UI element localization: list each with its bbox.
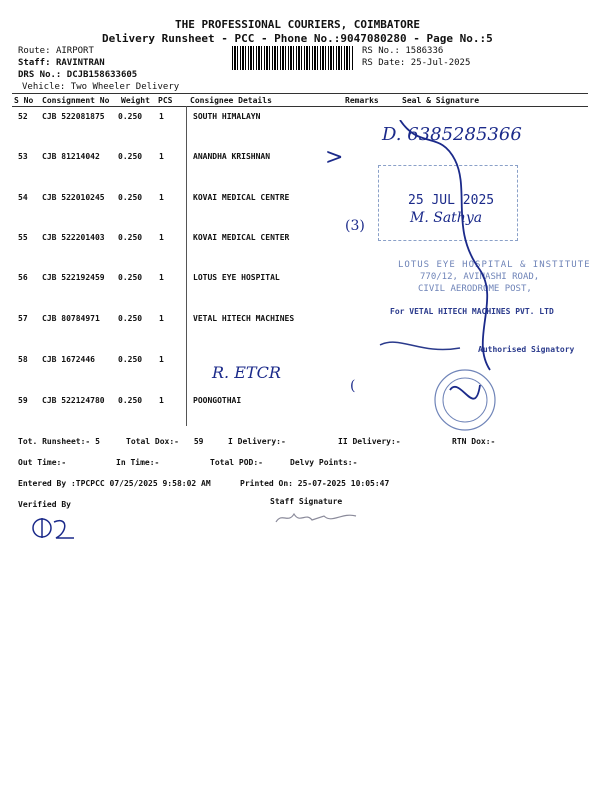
row-consignee: VETAL HITECH MACHINES [193, 314, 295, 323]
row58-handwritten-name: R. ETCR [212, 363, 281, 382]
header-bottom-rule [12, 106, 588, 107]
delvy-points: Delvy Points:- [290, 458, 358, 467]
consignee-column-divider [186, 106, 187, 426]
row-sno: 57 [18, 314, 28, 323]
staff-signature-stroke [276, 514, 356, 522]
vehicle-label: Vehicle: [22, 82, 66, 92]
lotus-stamp-line3: CIVIL AERODROME POST, [418, 284, 532, 294]
row-weight: 0.250 [118, 152, 143, 161]
printed-on: Printed On: 25-07-2025 10:05:47 [240, 479, 390, 488]
row-weight: 0.250 [118, 273, 143, 282]
row-pcs: 1 [159, 355, 164, 364]
remark-bracket: > [325, 145, 344, 170]
round-stamp [435, 370, 495, 430]
row-consignee: KOVAI MEDICAL CENTER [193, 233, 290, 242]
row-weight: 0.250 [118, 112, 143, 121]
col-header-consignment: Consignment No [42, 96, 110, 105]
total-dox [126, 437, 203, 446]
row-pcs: 1 [159, 193, 164, 202]
row-consignment-no: CJB 522081875 [42, 112, 105, 121]
remark-bracket-3: (3) [345, 218, 365, 234]
total-pod: Total POD:- [210, 458, 263, 467]
row-sno: 58 [18, 355, 28, 364]
col-header-weight: Weight [121, 96, 150, 105]
col-header-sno: S No [14, 96, 34, 105]
tot-runsheet-label: Tot. Runsheet:- [18, 437, 91, 446]
row-pcs: 1 [159, 112, 164, 121]
ii-delivery: II Delivery:- [338, 437, 401, 446]
row-consignment-no: CJB 522124780 [42, 396, 105, 405]
verified-signature [28, 512, 88, 544]
row-consignee: ANANDHA KRISHNAN [193, 152, 271, 161]
stamp-date: 25 JUL 2025 [408, 193, 495, 208]
row-weight: 0.250 [118, 396, 143, 405]
lotus-stamp-line2: 770/12, AVINASHI ROAD, [420, 272, 540, 282]
row-consignee: KOVAI MEDICAL CENTRE [193, 193, 290, 202]
vehicle-value: Two Wheeler Delivery [70, 82, 180, 92]
row-weight: 0.250 [118, 314, 143, 323]
row-consignment-no: CJB 1672446 [42, 355, 95, 364]
drs-value: DCJB158633605 [66, 70, 138, 80]
row-sno: 53 [18, 152, 28, 161]
signature-phone: 6385285366 [407, 124, 522, 145]
scribble-stroke [400, 120, 490, 370]
row-sno: 55 [18, 233, 28, 242]
header-top-rule [12, 93, 588, 94]
staff-value: RAVINTRAN [55, 58, 105, 68]
rtn-dox: RTN Dox:- [452, 437, 496, 446]
row-consignment-no: CJB 522192459 [42, 273, 105, 282]
row-pcs: 1 [159, 273, 164, 282]
row-consignment-no: CJB 80784971 [42, 314, 100, 323]
row-consignee: LOTUS EYE HOSPITAL [193, 273, 280, 282]
drs-label: DRS No.: [18, 70, 62, 80]
rs-date-line [362, 58, 470, 68]
verified-by-label: Verified By [18, 500, 71, 509]
rs-no-value: 1586336 [405, 46, 444, 56]
entered-by: Entered By :TPCPCC 07/25/2025 9:58:02 AM [18, 479, 211, 488]
vetal-signature [380, 342, 460, 349]
rs-date-value: 25-Jul-2025 [410, 58, 471, 68]
drs-line [18, 70, 137, 80]
row-consignment-no: CJB 81214042 [42, 152, 100, 161]
row-sno: 59 [18, 396, 28, 405]
signature-initial: D. [382, 124, 402, 145]
total-dox-value: 59 [193, 437, 204, 446]
vehicle-line [22, 82, 179, 92]
tot-runsheet-value: 5 [95, 437, 100, 446]
row-pcs: 1 [159, 396, 164, 405]
col-header-consignee: Consignee Details [190, 96, 272, 105]
row-sno: 54 [18, 193, 28, 202]
col-header-seal: Seal & Signature [402, 96, 480, 105]
staff-line [18, 58, 105, 68]
route-line [18, 46, 94, 56]
row-sno: 52 [18, 112, 28, 121]
row-consignee: POONGOTHAI [193, 396, 242, 405]
staff-label: Staff: [18, 58, 51, 68]
vetal-stamp-line1: For VETAL HITECH MACHINES PVT. LTD [390, 307, 554, 316]
round-stamp-inner [443, 378, 487, 422]
route-value: AIRPORT [55, 46, 94, 56]
rs-date-label: RS Date: [362, 58, 406, 68]
row-sno: 56 [18, 273, 28, 282]
row-weight: 0.250 [118, 193, 143, 202]
col-header-pcs: PCS [158, 96, 173, 105]
staff-signature [272, 506, 362, 528]
col-header-remarks: Remarks [345, 96, 379, 105]
stamp-signature: M. Sathya [410, 210, 483, 226]
barcode [232, 46, 354, 70]
rs-no-line [362, 46, 443, 56]
in-time: In Time:- [116, 458, 160, 467]
lotus-stamp-line1: LOTUS EYE HOSPITAL & INSTITUTE [398, 260, 591, 270]
route-label: Route: [18, 46, 51, 56]
row-pcs: 1 [159, 233, 164, 242]
rs-no-label: RS No.: [362, 46, 400, 56]
runsheet-subtitle: Delivery Runsheet - PCC - Phone No.:9047080280 - Page No.:5 [102, 32, 493, 45]
row-pcs: 1 [159, 314, 164, 323]
out-time: Out Time:- [18, 458, 67, 467]
round-stamp-signature [450, 385, 480, 399]
row-weight: 0.250 [118, 233, 143, 242]
company-title: THE PROFESSIONAL COURIERS, COIMBATORE [175, 18, 421, 31]
row-consignment-no: CJB 522201403 [42, 233, 105, 242]
row-weight: 0.250 [118, 355, 143, 364]
remark-bracket-row58: ( [350, 378, 356, 394]
vetal-stamp-line2: Authorised Signatory [478, 345, 575, 354]
row-consignment-no: CJB 522010245 [42, 193, 105, 202]
tot-runsheet [18, 437, 100, 446]
handwriting-strokes [360, 120, 590, 440]
i-delivery: I Delivery:- [228, 437, 286, 446]
staff-signature-label: Staff Signature [270, 497, 343, 506]
row-consignee: SOUTH HIMALAYN [193, 112, 261, 121]
row-pcs: 1 [159, 152, 164, 161]
total-dox-label: Total Dox:- [126, 437, 179, 446]
